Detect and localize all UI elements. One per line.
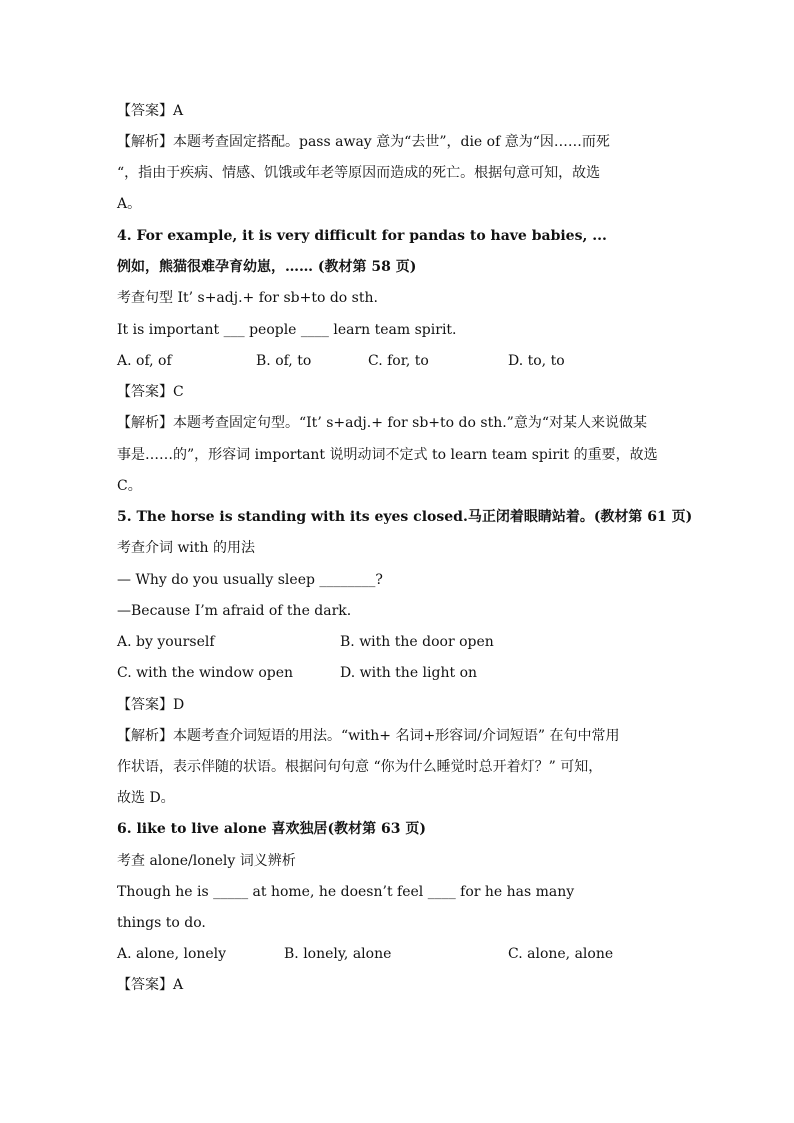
option-c: C. with the window open <box>117 665 294 681</box>
option-d: D. to, to <box>508 353 565 369</box>
answer-label: 【答案】A <box>117 103 184 119</box>
dialogue-line: — Why do you usually sleep ________? <box>117 572 383 588</box>
option-c: C. alone, alone <box>508 946 614 962</box>
test-point: 考查句型 It’ s+adj.+ for sb+to do sth. <box>117 290 378 306</box>
analysis-text: 故选 D。 <box>117 790 175 806</box>
question-stem: things to do. <box>117 915 206 931</box>
options-row <box>0 632 794 652</box>
analysis-text: 【解析】本题考查介词短语的用法。“with+ 名词+形容词/介词短语” 在句中常用 <box>117 728 620 744</box>
option-a: A. alone, lonely <box>117 946 227 962</box>
option-b: B. of, to <box>256 353 312 369</box>
options-row <box>0 944 794 964</box>
question-heading: 6. like to live alone 喜欢独居(教材第 63 页) <box>117 821 427 837</box>
dialogue-line: —Because I’m afraid of the dark. <box>117 603 352 619</box>
test-point: 考查 alone/lonely 词义辨析 <box>117 853 296 869</box>
option-b: B. with the door open <box>340 634 494 650</box>
option-a: A. by yourself <box>117 634 215 650</box>
question-heading-translation: 例如，熊猫很难孕育幼崽，…… (教材第 58 页) <box>117 259 417 275</box>
analysis-text: “，指由于疾病、情感、饥饿或年老等原因而造成的死亡。根据句意可知，故选 <box>117 165 601 181</box>
question-stem: It is important ___ people ____ learn team spirit. <box>117 322 457 338</box>
answer-label: 【答案】D <box>117 697 185 713</box>
analysis-text: 【解析】本题考查固定句型。“It’ s+adj.+ for sb+to do sth.”意为“对某人来说做某 <box>117 415 647 431</box>
analysis-text: 事是……的”，形容词 important 说明动词不定式 to learn team spirit 的重要，故选 <box>117 447 658 463</box>
options-row <box>0 351 794 371</box>
option-d: D. with the light on <box>340 665 478 681</box>
answer-label: 【答案】A <box>117 977 184 993</box>
option-b: B. lonely, alone <box>284 946 392 962</box>
question-stem: Though he is _____ at home, he doesn’t feel ____ for he has many <box>117 884 575 900</box>
option-c: C. for, to <box>368 353 429 369</box>
analysis-text: 作状语，表示伴随的状语。根据问句句意 “你为什么睡觉时总开着灯？” 可知， <box>117 759 603 775</box>
analysis-text: 【解析】本题考查固定搭配。pass away 意为“去世”，die of 意为“因……而死 <box>117 134 610 150</box>
analysis-text: C。 <box>117 478 142 494</box>
analysis-text: A。 <box>117 196 142 212</box>
test-point: 考查介词 with 的用法 <box>117 540 256 556</box>
question-heading: 4. For example, it is very difficult for pandas to have babies, ... <box>117 228 607 244</box>
options-row <box>0 663 794 683</box>
answer-label: 【答案】C <box>117 384 184 400</box>
option-a: A. of, of <box>117 353 172 369</box>
question-heading: 5. The horse is standing with its eyes closed.马正闭着眼睛站着。(教材第 61 页) <box>117 509 693 525</box>
